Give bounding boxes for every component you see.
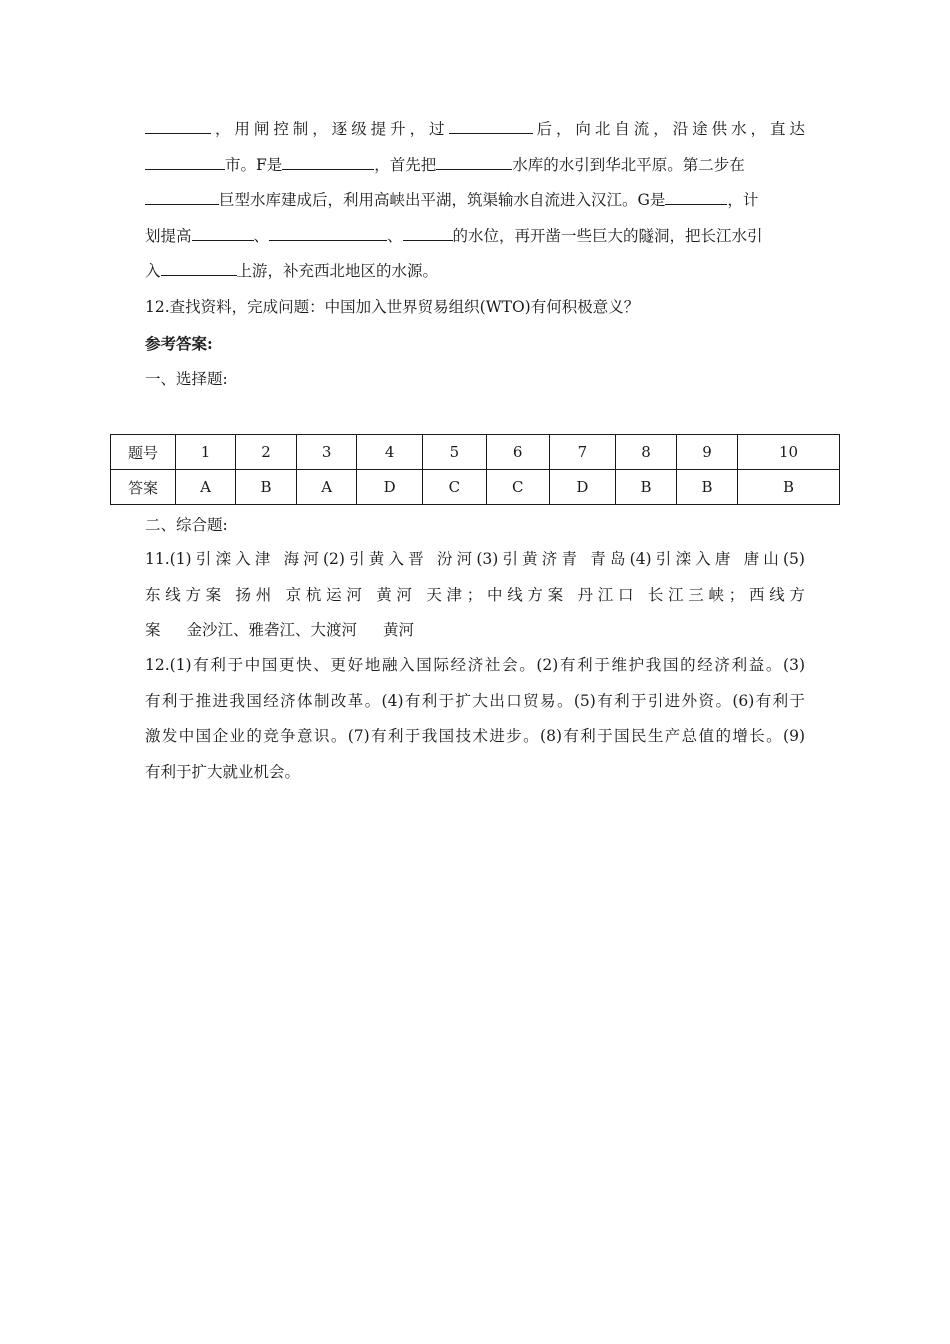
row-label-answer: 答案 (111, 470, 176, 505)
answer-12-line-4: 有利于扩大就业机会。 (145, 762, 301, 781)
table-cell: 2 (236, 435, 297, 470)
answer-11-line-3: 案 金沙江、雅砻江、大渡河 黄河 (145, 621, 415, 639)
section-comprehensive-heading: 二、综合题: (145, 516, 228, 534)
table-cell: B (236, 470, 297, 505)
table-cell: 8 (615, 435, 676, 470)
fill-blank[interactable] (665, 187, 727, 205)
section-choice-heading: 一、选择题: (145, 370, 228, 388)
answer-11-line-2: 东线方案 扬州 京杭运河 黄河 天津；中线方案 丹江口 长江三峡；西线方 (145, 585, 805, 604)
table-cell: 9 (676, 435, 737, 470)
answer-11-line-1: 11.(1)引滦入津 海河(2)引黄入晋 汾河(3)引黄济青 青岛(4)引滦入唐 唐山(5) (145, 550, 805, 568)
table-cell: A (176, 470, 236, 505)
table-cell: 7 (549, 435, 615, 470)
fill-blank[interactable] (192, 223, 254, 241)
q11-line-5: 入 上游，补充西北地区的水源。 (145, 254, 805, 290)
answer-12-line-1: 12.(1)有利于中国更快、更好地融入国际经济社会。(2)有利于维护我国的经济利益。(3) (145, 656, 805, 674)
q11-line-3: 巨型水库建成后，利用高峡出平湖，筑渠输水自流进入汉江。G是 ，计 (145, 183, 805, 219)
table-cell: B (737, 470, 839, 505)
q11-line-1: ，用闸控制，逐级提升，过 后，向北自流，沿途供水，直达 (145, 112, 805, 148)
fill-blank[interactable] (269, 223, 387, 241)
table-cell: D (549, 470, 615, 505)
answer-12 (145, 648, 805, 790)
fill-blank[interactable] (282, 152, 374, 170)
table-cell: D (357, 470, 423, 505)
row-label-number: 题号 (111, 435, 176, 470)
table-cell: 3 (297, 435, 357, 470)
table-row (111, 435, 840, 470)
question-11-continuation (145, 112, 805, 290)
fill-blank[interactable] (145, 187, 219, 205)
answer-table (110, 434, 840, 505)
answer-12-line-3: 激发中国企业的竞争意识。(7)有利于我国技术进步。(8)有利于国民生产总值的增长。(9) (145, 727, 805, 745)
table-cell: 1 (176, 435, 236, 470)
answer-12-line-2: 有利于推进我国经济体制改革。(4)有利于扩大出口贸易。(5)有利于引进外资。(6)有利于 (145, 691, 805, 710)
table-cell: A (297, 470, 357, 505)
fill-blank[interactable] (436, 152, 512, 170)
fill-blank[interactable] (145, 152, 225, 170)
question-12: 12.查找资料，完成问题：中国加入世界贸易组织(WTO)有何积极意义？ (145, 298, 640, 316)
table-cell: 5 (423, 435, 486, 470)
fill-blank[interactable] (403, 223, 453, 241)
table-cell: 6 (486, 435, 549, 470)
table-cell: C (486, 470, 549, 505)
answer-11 (145, 542, 805, 649)
fill-blank[interactable] (145, 116, 211, 134)
table-cell: 10 (737, 435, 839, 470)
fill-blank[interactable] (449, 116, 533, 134)
table-cell: B (676, 470, 737, 505)
table-cell: 4 (357, 435, 423, 470)
q11-line-4: 划提高 、 、 的水位，再开凿一些巨大的隧洞，把长江水引 (145, 219, 805, 255)
table-cell: C (423, 470, 486, 505)
q11-line-2: 市。F是 ，首先把 水库的水引到华北平原。第二步在 (145, 148, 805, 184)
table-cell: B (615, 470, 676, 505)
answers-heading: 参考答案: (145, 334, 213, 353)
table-row (111, 470, 840, 505)
fill-blank[interactable] (161, 258, 237, 276)
